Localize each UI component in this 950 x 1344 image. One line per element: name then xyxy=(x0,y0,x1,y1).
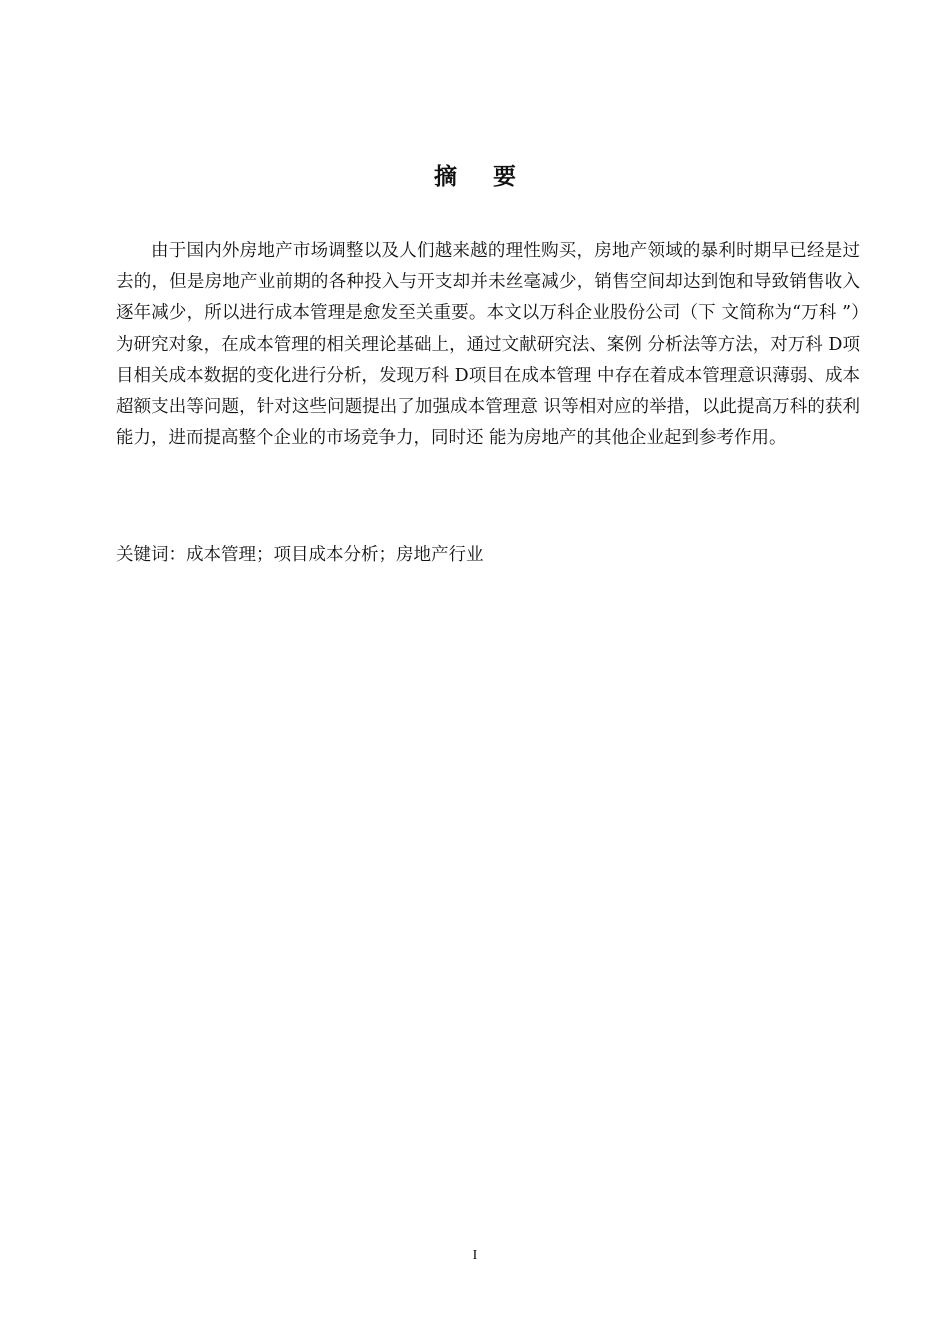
keywords-label: 关键词： xyxy=(116,545,186,565)
keywords-text: 成本管理；项目成本分析；房地产行业 xyxy=(186,545,484,565)
page-number: I xyxy=(472,1248,478,1263)
page-title: 摘 要 xyxy=(433,164,530,190)
keywords-line xyxy=(116,541,860,569)
abstract-paragraph: 由于国内外房地产市场调整以及人们越来越的理性购买，房地产领域的暴利时期早已经是过去的，但是房地产业前期的各种投入与开支却并未丝毫减少，销售空间却达到饱和导致销售收入逐年减少，所以进行成本管理是愈发至关重要。本文以万科企业股份公司（下 文简称为“万科 ”）为研究对象，在成本管理的相关理论基础上，通过文献研究法、案例 分析法等方法，对万科 D项目相关成本数据的变化进行分析，发现万科 D项目在成本管理 中存在着成本管理意识薄弱、成本超额支出等问题，针对这些问题提出了加强成本管理意 识等相对应的举措，以此提高万科的获利能力，进而提高整个企业的市场竞争力，同时还 能为房地产的其他企业起到参考作用。 xyxy=(116,241,860,449)
